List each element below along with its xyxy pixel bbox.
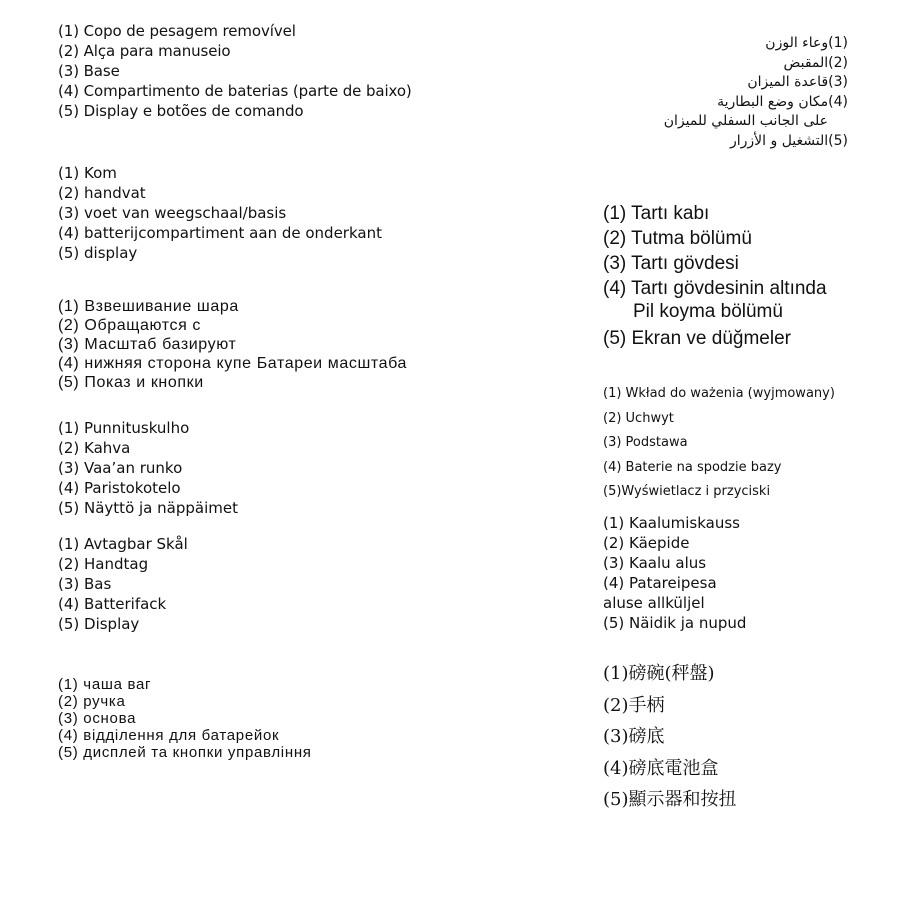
list-item: (1)وعاء الوزن <box>765 35 848 51</box>
list-item: (4) Compartimento de baterias (parte de baixo) <box>58 82 412 100</box>
parts-list-polish <box>603 382 835 505</box>
list-item: (4) batterijcompartiment aan de onderkant <box>58 224 382 242</box>
list-item: (4) Tartı gövdesinin altında <box>603 278 827 299</box>
list-item: (3) voet van weegschaal/basis <box>58 204 287 222</box>
parts-list-turkish <box>603 201 827 351</box>
list-item: (2) Handtag <box>58 555 149 573</box>
list-item: (2) handvat <box>58 184 146 202</box>
list-item: (1) Wkład do ważenia (wyjmowany) <box>603 386 835 401</box>
list-item: (5)التشغيل و الأزرار <box>729 132 848 149</box>
list-item: (2) Alça para manuseio <box>58 42 231 60</box>
list-item: (1) Kaalumiskauss <box>603 514 740 532</box>
list-item: (3) Bas <box>58 575 112 593</box>
list-item: (2) Tutma bölümü <box>603 228 752 249</box>
list-item: (2) Kahva <box>58 439 131 457</box>
list-item-continuation: على الجانب السفلي للميزان <box>663 113 828 129</box>
parts-list-portuguese <box>58 21 412 121</box>
parts-list-finnish <box>58 418 238 518</box>
list-item: (2) Uchwyt <box>603 410 674 426</box>
list-item: (1)磅碗(秤盤) <box>603 663 715 684</box>
list-item: (1) Взвешивание шара <box>58 298 239 315</box>
parts-list-arabic <box>588 34 848 151</box>
list-item: (3) Масштаб базируют <box>58 336 237 353</box>
list-item: (5) Display <box>58 615 140 633</box>
list-item: (1) Copo de pesagem removível <box>58 22 296 40</box>
list-item: (4) відділення для батарейок <box>58 727 280 744</box>
parts-list-estonian <box>603 513 746 633</box>
list-item: (4) Batterifack <box>58 595 167 613</box>
list-item: (4) Baterie na spodzie bazy <box>603 459 782 475</box>
list-item: (2)المقبض <box>783 54 848 71</box>
list-item: (3) основа <box>58 710 137 727</box>
list-item: (5) Näidik ja nupud <box>603 614 747 632</box>
list-item: (4)磅底電池盒 <box>603 757 719 779</box>
list-item: (2) Käepide <box>603 534 690 552</box>
list-item: (3)磅底 <box>603 726 665 747</box>
list-item: (4) Paristokotelo <box>58 479 181 497</box>
list-item-continuation: aluse allküljel <box>603 594 705 612</box>
list-item: (5) Показ и кнопки <box>58 374 204 391</box>
list-item: (1) чаша ваг <box>58 676 152 693</box>
list-item: (1) Tartı kabı <box>603 203 710 224</box>
list-item: (5) Ekran ve düğmeler <box>603 328 791 349</box>
list-item: (5)顯示器和按扭 <box>603 789 737 810</box>
list-item: (1) Kom <box>58 164 117 182</box>
list-item: (3) Tartı gövdesi <box>603 253 739 274</box>
parts-list-swedish <box>58 534 188 634</box>
list-item: (1) Avtagbar Skål <box>58 535 188 553</box>
list-item-continuation: Pil koyma bölümü <box>633 301 783 322</box>
list-item: (3) Vaa’an runko <box>58 459 183 477</box>
list-item: (2)手柄 <box>603 694 665 716</box>
parts-list-chinese <box>603 658 737 816</box>
parts-list-ukrainian <box>58 676 312 761</box>
list-item: (5) display <box>58 244 138 262</box>
list-item: (3)قاعدة الميزان <box>747 74 848 90</box>
list-item: (4) Patareipesa <box>603 574 717 592</box>
list-item: (3) Podstawa <box>603 435 688 450</box>
parts-list-russian <box>58 297 407 392</box>
list-item: (3) Base <box>58 62 120 80</box>
list-item: (1) Punnituskulho <box>58 419 190 437</box>
list-item: (5)Wyświetlacz i przyciski <box>603 484 771 499</box>
list-item: (5) Näyttö ja näppäimet <box>58 499 238 517</box>
list-item: (4)مكان وضع البطارية <box>717 93 848 110</box>
list-item: (2) Обращаются с <box>58 317 201 334</box>
list-item: (2) ручка <box>58 693 126 710</box>
list-item: (5) дисплей та кнопки управління <box>58 744 312 761</box>
list-item: (4) нижняя сторона купе Батареи масштаба <box>58 355 408 372</box>
list-item: (3) Kaalu alus <box>603 554 707 572</box>
parts-list-dutch <box>58 163 382 263</box>
list-item: (5) Display e botões de comando <box>58 102 304 120</box>
